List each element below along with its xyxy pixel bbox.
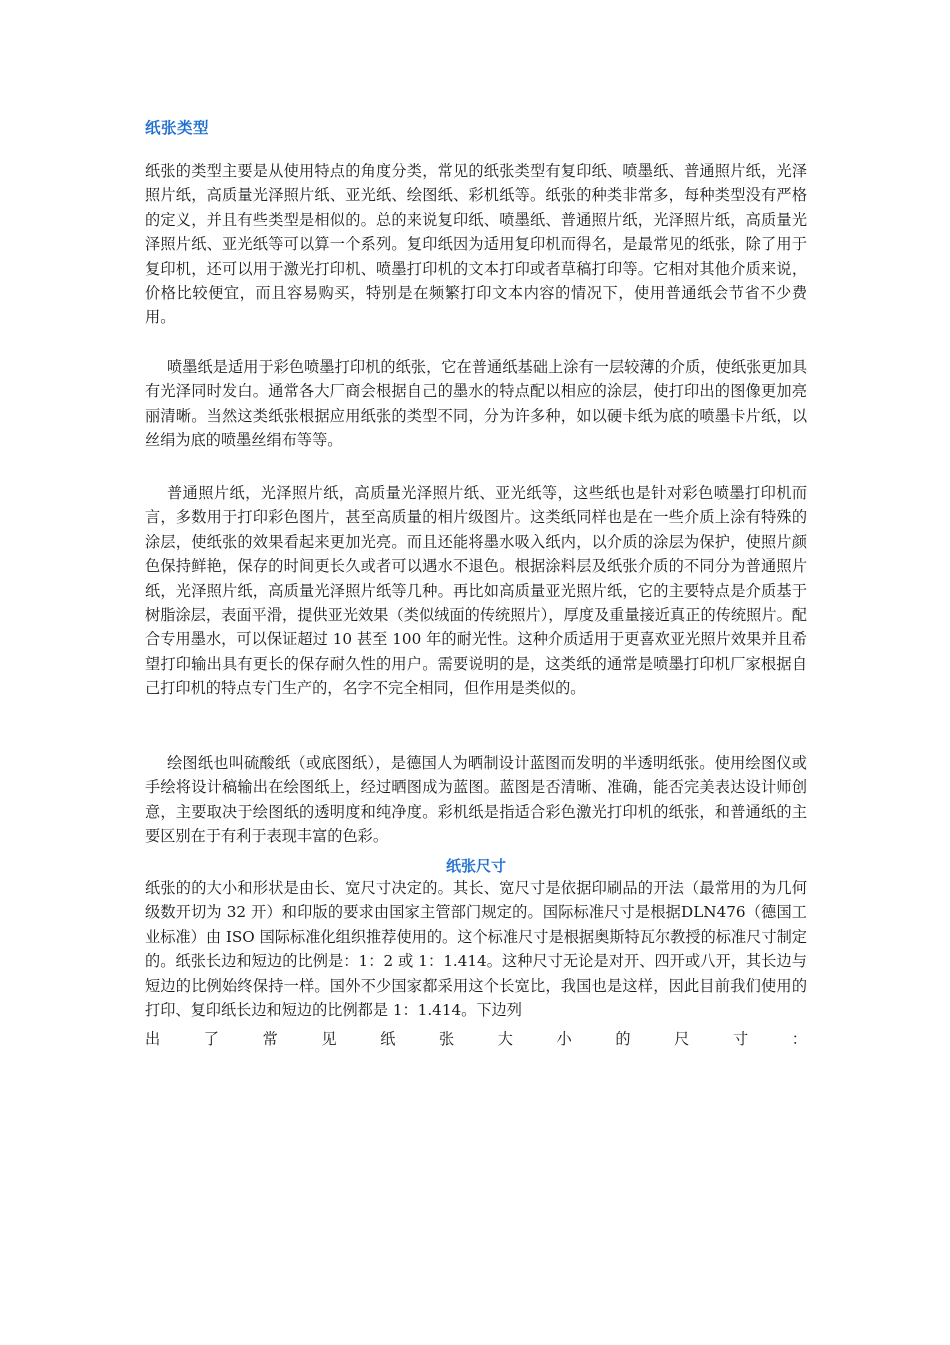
last-line-char: 出 <box>145 1030 161 1048</box>
last-line-char: 的 <box>615 1030 631 1048</box>
last-line-char: ： <box>791 1030 807 1048</box>
last-line-char: 张 <box>438 1030 455 1048</box>
paragraph-inkjet-paper: 喷墨纸是适用于彩色喷墨打印机的纸张，它在普通纸基础上涂有一层较薄的介质，使纸张更加具有光泽同时发白。通常各大厂商会根据自己的墨水的特点配以相应的涂层，使打印出的图像更加亮丽清晰。当然这类纸张根据应用纸张的类型不同，分为许多种，如以硬卡纸为底的喷墨卡片纸，以丝绢为底的喷墨丝绢布等等。 <box>145 358 807 450</box>
paragraph-copy-paper: 纸张的类型主要是从使用特点的角度分类，常见的纸张类型有复印纸、喷墨纸、普通照片纸，光泽照片纸，高质量光泽照片纸、亚光纸、绘图纸、彩机纸等。纸张的种类非常多，每种类型没有严格的定义，并且有些类型是相似的。总的来说复印纸、喷墨纸、普通照片纸，光泽照片纸，高质量光泽照片纸、亚光纸等可以算一个系列。复印纸因为适用复印机而得名，是最常见的纸张，除了用于复印机，还可以用于激光打印机、喷墨打印机的文本打印或者草稿打印等。它相对其他介质来说，价格比较便宜，而且容易购买，特别是在频繁打印文本内容的情况下，使用普通纸会节省不少费用。 <box>145 162 807 327</box>
last-line-char: 常 <box>262 1030 278 1048</box>
last-line-char: 尺 <box>674 1030 690 1048</box>
last-line-char: 了 <box>203 1030 219 1048</box>
paragraph-photo-paper: 普通照片纸，光泽照片纸，高质量光泽照片纸、亚光纸等，这些纸也是针对彩色喷墨打印机而言，多数用于打印彩色图片，甚至高质量的相片级图片。这类纸同样也是在一些介质上涂有特殊的涂层，使纸张的效果看起来更加光亮。而且还能将墨水吸入纸内，以介质的涂层为保护，使照片颜色保持鲜艳，保存的时间更长久或者可以遇水不退色。根据涂料层及纸张介质的不同分为普通照片纸，光泽照片纸，高质量光泽照片纸等几种。再比如高质量亚光照片纸，它的主要特点是介质基于树脂涂层，表面平滑，提供亚光效果（类似绒面的传统照片），厚度及重量接近真正的传统照片。配合专用墨水，可以保证超过 10 甚至 100 年的耐光性。这种介质适用于更喜欢亚光照片效果并且希望打印输出具有更长的保存耐久性的用户。需要说明的是，这类纸的通常是喷墨打印机厂家根据自己打印机的特点专门生产的，名字不完全相同，但作用是类似的。 <box>145 484 807 698</box>
paragraph-drawing-paper: 绘图纸也叫硫酸纸（或底图纸），是德国人为晒制设计蓝图而发明的半透明纸张。使用绘图仪或手绘将设计稿输出在绘图纸上，经过晒图成为蓝图。蓝图是否清晰、准确，能否完美表达设计师创意，主要取决于绘图纸的透明度和纯净度。彩机纸是指适合彩色激光打印机的纸张，和普通纸的主要区别在于有利于表现丰富的色彩。 <box>145 754 807 846</box>
last-line-char: 见 <box>321 1030 337 1048</box>
paragraph-paper-sizes: 纸张的的大小和形状是由长、宽尺寸决定的。其长、宽尺寸是依据印刷品的开法（最常用的为几何级数开切为 32 开）和印版的要求由国家主管部门规定的。国际标准尺寸是根据DLN476（德国工业标准）由 ISO 国际标准化组织推荐使用的。这个标准尺寸是根据奥斯特瓦尔教授的标准尺寸制定的。纸张长边和短边的比例是：1：2 或 1：1.414。这种尺寸无论是对开、四开或八开，其长边与短边的比例始终保持一样。国外不少国家都采用这个长宽比，我国也是这样，因此目前我们使用的打印、复印纸长边和短边的比例都是 1：1.414。下边列 <box>145 879 807 1020</box>
section-title-paper-sizes: 纸张尺寸 <box>445 857 506 875</box>
last-line-char: 小 <box>556 1030 572 1048</box>
last-line-char: 纸 <box>380 1030 396 1048</box>
paragraph-last-line <box>145 1027 807 1051</box>
last-line-char: 大 <box>497 1030 513 1048</box>
section-title-paper-types: 纸张类型 <box>145 119 210 137</box>
last-line-char: 寸 <box>732 1030 749 1048</box>
